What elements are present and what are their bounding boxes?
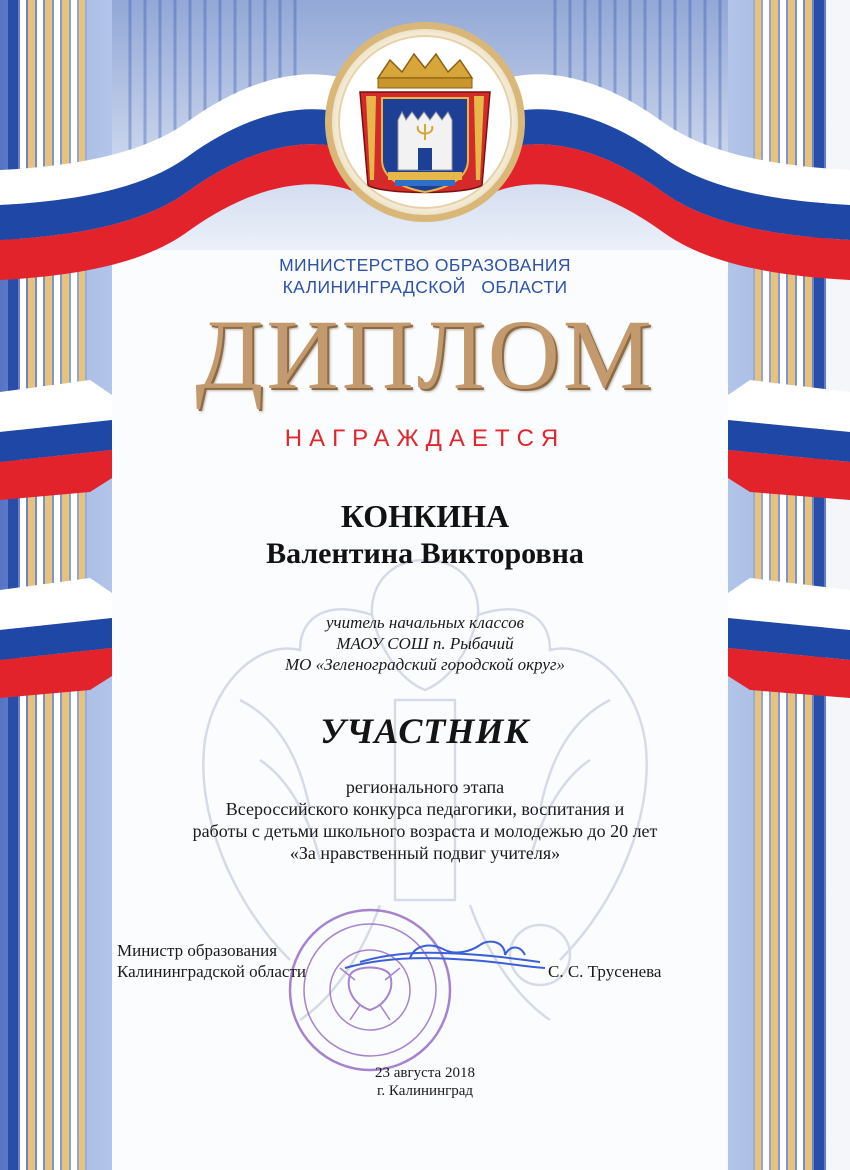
official-stamp-icon (290, 910, 450, 1070)
signatory-title-line-2: Калининградской области (117, 962, 306, 981)
recipient-surname: КОНКИНА (340, 498, 510, 534)
event-line: «За нравственный подвиг учителя» (289, 843, 561, 863)
issue-info (0, 1064, 850, 1100)
event-description (0, 776, 850, 864)
event-line: Всероссийского конкурса педагогики, воспитания и (225, 799, 625, 819)
recipient-position (0, 612, 850, 675)
position-line: учитель начальных классов (325, 613, 525, 632)
document-title: ДИПЛОМ (195, 299, 655, 410)
issue-place: г. Калининград (376, 1083, 474, 1099)
event-line: регионального этапа (345, 777, 505, 797)
ministry-line-1: МИНИСТЕРСТВО ОБРАЗОВАНИЯ (279, 255, 571, 275)
ministry-name (0, 254, 850, 298)
ministry-line-2: КАЛИНИНГРАДСКОЙ ОБЛАСТИ (282, 277, 568, 297)
position-line: МАОУ СОШ п. Рыбачий (336, 634, 514, 653)
award-status: УЧАСТНИК (320, 711, 530, 751)
position-line: МО «Зеленоградский городской округ» (284, 655, 566, 674)
awarded-label: НАГРАЖДАЕТСЯ (284, 425, 566, 452)
issue-date: 23 августа 2018 (375, 1065, 475, 1081)
signatory-title-line-1: Министр образования (117, 941, 278, 960)
recipient-given-names: Валентина Викторовна (266, 537, 584, 570)
event-line: работы с детьми школьного возраста и молодежью до 20 лет (192, 821, 658, 841)
signatory-title (117, 940, 306, 982)
kaliningrad-coat-of-arms-icon (325, 22, 525, 222)
signatory-name: С. С. Трусенева (548, 962, 662, 981)
